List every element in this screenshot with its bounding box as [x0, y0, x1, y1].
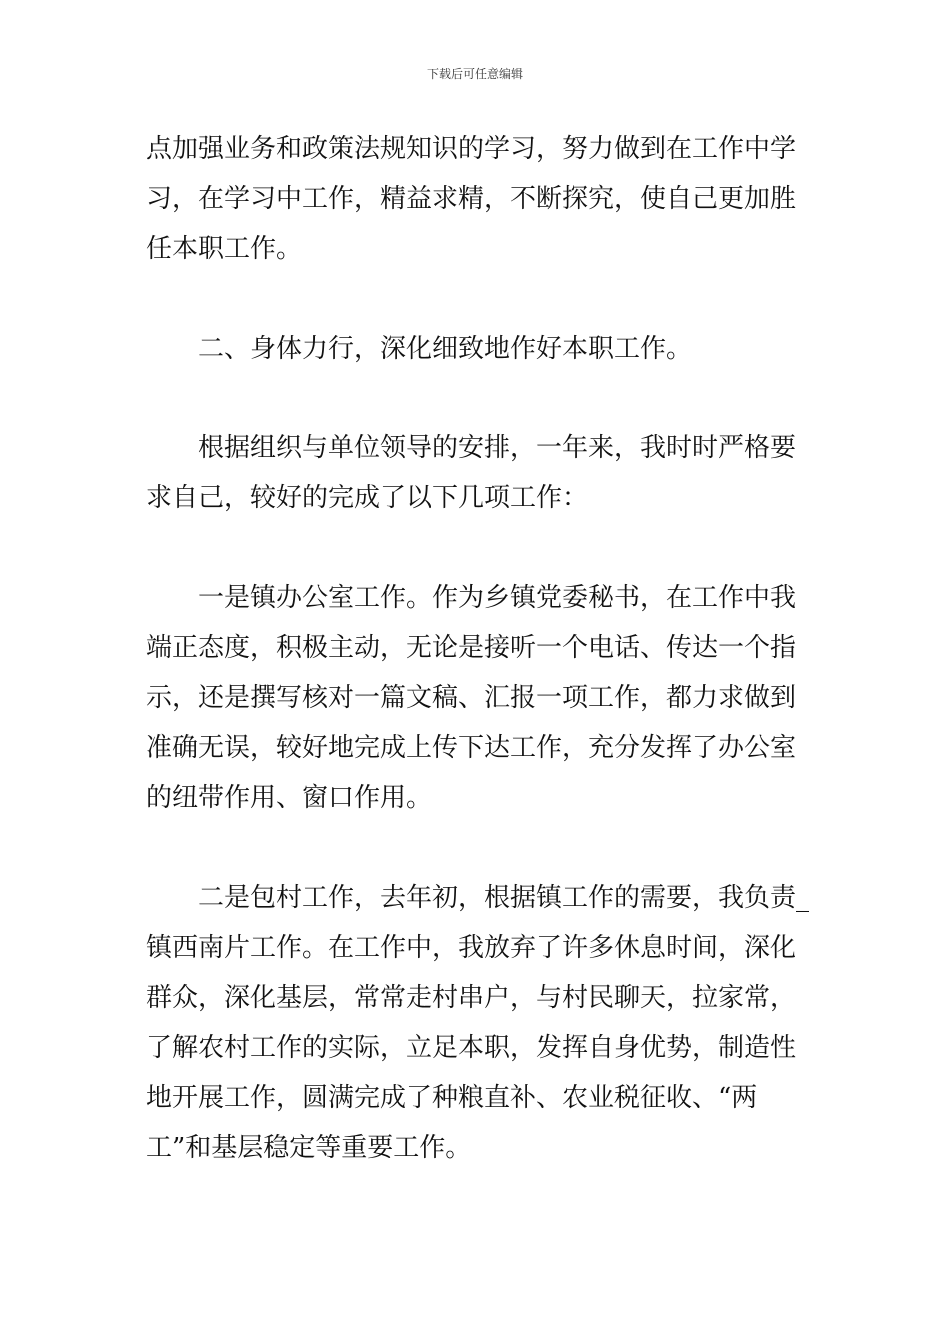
- text-line: 示，还是撰写核对一篇文稿、汇报一项工作，都力求做到: [146, 683, 797, 713]
- text-line: 端正态度，积极主动，无论是接听一个电话、传达一个指: [146, 633, 797, 663]
- page-header: 下载后可任意编辑: [426, 67, 523, 81]
- paragraph-village-work: [146, 873, 812, 1173]
- text-line: 二是包村工作，去年初，根据镇工作的需要，我负责_: [198, 883, 810, 913]
- text-line: 任本职工作。: [146, 234, 303, 264]
- text-line: 二、身体力行，深化细致地作好本职工作。: [198, 334, 693, 364]
- section-heading: [146, 324, 812, 374]
- text-line: 群众，深化基层，常常走村串户，与村民聊天，拉家常，: [146, 983, 797, 1013]
- text-line: 准确无误，较好地完成上传下达工作，充分发挥了办公室: [146, 733, 797, 763]
- text-line: 地开展工作，圆满完成了种粮直补、农业税征收、“两: [146, 1083, 758, 1113]
- text-line: 一是镇办公室工作。作为乡镇党委秘书，在工作中我: [198, 583, 797, 613]
- text-line: 求自己，较好的完成了以下几项工作：: [146, 483, 589, 513]
- paragraph-intro: [146, 423, 812, 523]
- text-line: 习，在学习中工作，精益求精，不断探究，使自己更加胜: [146, 184, 797, 214]
- paragraph-continuation: [146, 124, 812, 274]
- text-line: 了解农村工作的实际，立足本职，发挥自身优势，制造性: [146, 1033, 797, 1063]
- text-line: 的纽带作用、窗口作用。: [146, 783, 433, 813]
- text-line: 工”和基层稳定等重要工作。: [146, 1133, 472, 1163]
- text-line: 镇西南片工作。在工作中，我放弃了许多休息时间，深化: [146, 933, 797, 963]
- text-line: 根据组织与单位领导的安排，一年来，我时时严格要: [198, 433, 797, 463]
- paragraph-office-work: [146, 573, 812, 823]
- text-line: 点加强业务和政策法规知识的学习，努力做到在工作中学: [146, 134, 797, 164]
